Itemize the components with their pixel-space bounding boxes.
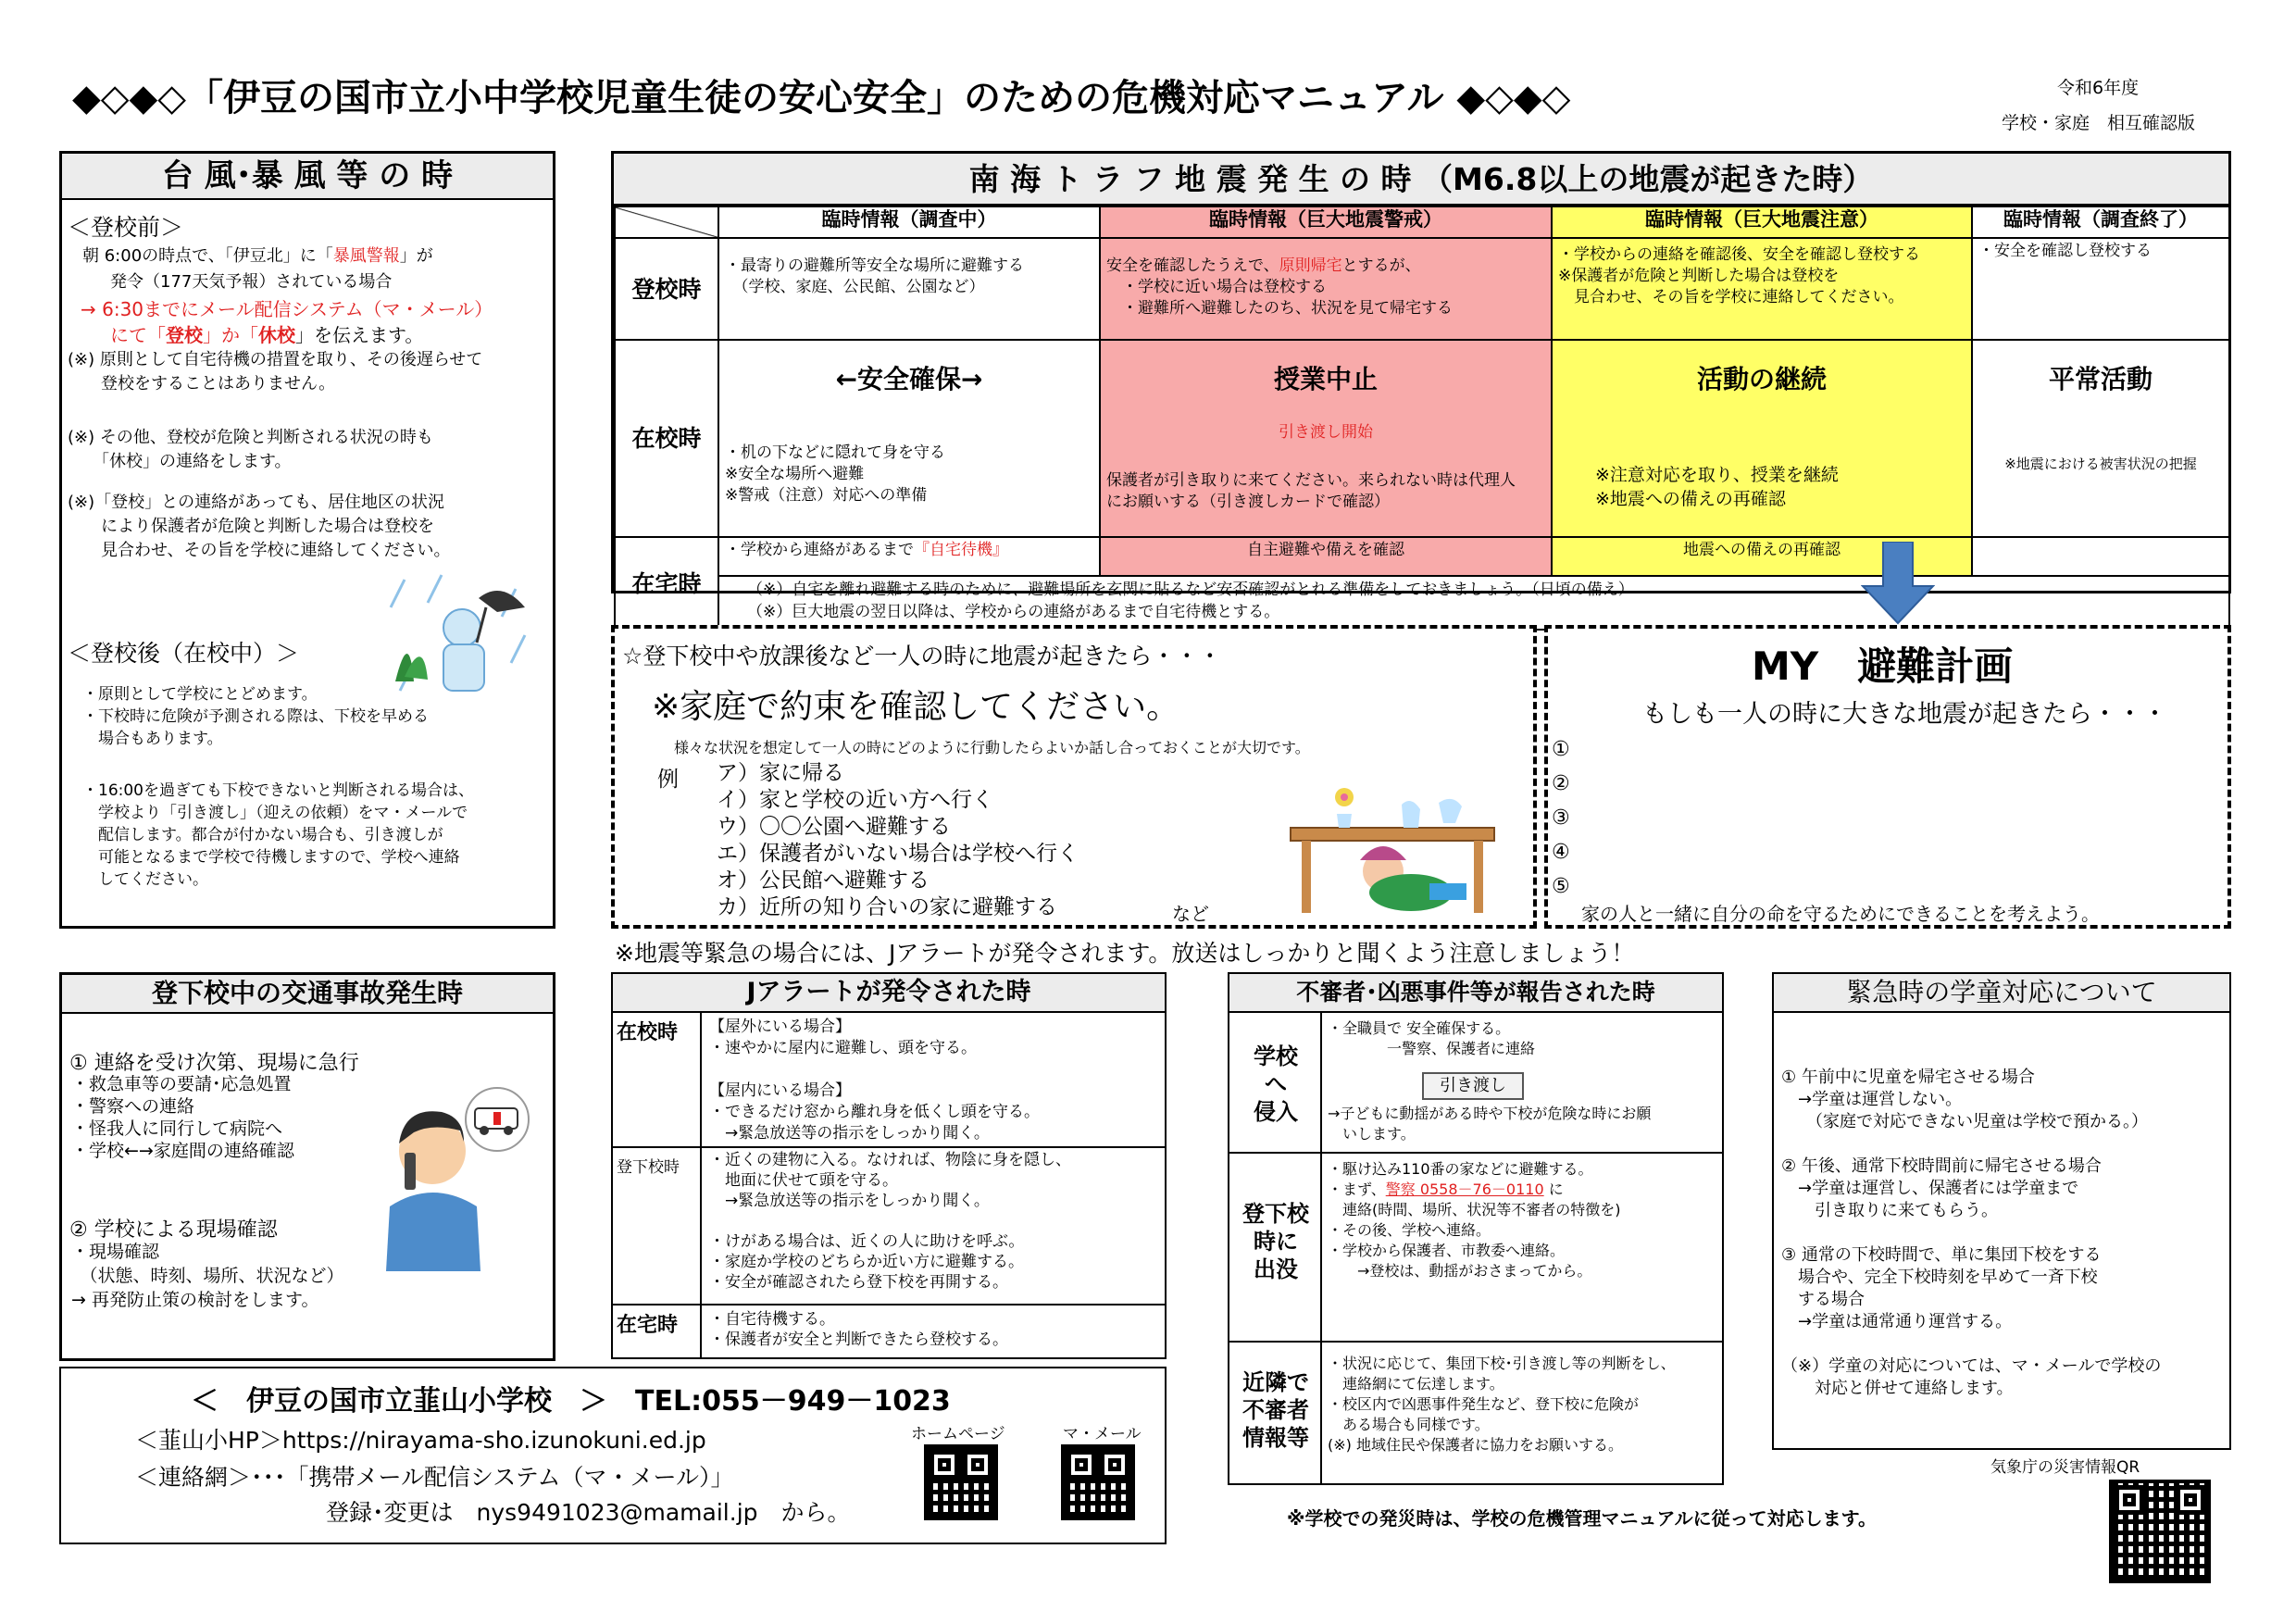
suspect-row-nearby: 近隣で 不審者 情報等 bbox=[1242, 1369, 1309, 1451]
nado-label: など bbox=[1172, 903, 1209, 925]
plan-line-1: ① bbox=[1552, 738, 1570, 761]
plan-line-4: ④ bbox=[1552, 841, 1570, 864]
emergency-text: ① 午前中に児童を帰宅させる場合 →学童は運営しない。 （家庭で対応できない児童は学校で預かる。） ② 午後、通常下校時間前に帰宅させる場合 →学童は運営し、保護者には学童まで 引き取りに来てもらう。 ③ 通常の下校時間で、単に集団下校をする 場合や、完全下校時刻を早めて一斉下校 する場合 →学童は通常通り運営する。 （※）学童の対応については、マ・メールで学校の 対応と併せて連絡します。 bbox=[1781, 1068, 2162, 1398]
going-mega-warning: 安全を確認したうえで、原則帰宅とするが、 ・学校に近い場合は登校する ・避難所へ避難したのち、状況を見て帰宅する bbox=[1100, 238, 1552, 340]
suspect-panel bbox=[1228, 972, 1724, 1485]
under-desk-illustration bbox=[1281, 777, 1504, 916]
era-label: 令和6年度 bbox=[2057, 78, 2140, 98]
my-plan-lines bbox=[1552, 732, 1570, 904]
traffic-step-2: ② 学校による現場確認 bbox=[69, 1218, 278, 1242]
before-note-2: (※) その他、登校が危険と判断される状況の時も 「休校」の連絡をします。 bbox=[68, 428, 433, 471]
home-mega-warning: 自主避難や備えを確認 bbox=[1100, 537, 1552, 576]
jalert-row-commute: 登下校時 bbox=[617, 1158, 680, 1177]
jalert-title: Jアラートが発令された時 bbox=[613, 974, 1165, 1013]
jalert-row-school: 在校時 bbox=[617, 1021, 679, 1044]
before-line-1: 朝 6:00の時点で、「伊豆北」に「暴風警報」が bbox=[82, 246, 433, 266]
my-plan-title: MY 避難計画 bbox=[1752, 643, 2014, 689]
handover-button[interactable]: 引き渡し bbox=[1422, 1072, 1524, 1100]
list-item: ア）家に帰る bbox=[717, 761, 844, 785]
suspect-row-commute: 登下校 時に 出没 bbox=[1242, 1201, 1309, 1282]
before-note-3: (※)「登校」との連絡があっても、居住地区の状況 により保護者が危険と判断した場合は登校を 見合わせ、その旨を学校に連絡してください。 bbox=[68, 493, 451, 560]
before-note-1: (※) 原則として自宅待機の措置を取り、その後遅らせて 登校をすることはありません。 bbox=[68, 350, 483, 394]
my-plan-panel bbox=[1544, 625, 2231, 929]
home-note: （※）自宅を離れ避難する時のために、避難場所を玄関に貼るなど安否確認がとれる準備をしておきましょう。（日頃の備え） （※）巨大地震の翌日以降は、学校からの連絡があるまで自宅待機とする。 bbox=[718, 576, 2229, 630]
police-tel: 警察 0558－76－0110 bbox=[1385, 1181, 1544, 1198]
home-mega-caution: 地震への備えの再確認 bbox=[1552, 537, 1972, 576]
typhoon-title: 台 風･暴 風 等 の 時 bbox=[62, 154, 553, 200]
at-school-mega-warning: 授業中止 引き渡し開始 保護者が引き取りに来てください。来られない時は代理人 にお願いする（引き渡しカードで確認） bbox=[1100, 340, 1552, 537]
school-panel bbox=[59, 1367, 1167, 1544]
storm-warning: 暴風警報 bbox=[332, 246, 400, 266]
jalert-school-text: 【屋外にいる場合】 ・速やかに屋内に避難し、頭を守る。 【屋内にいる場合】 ・できるだけ窓から離れ身を低くし頭を守る。 →緊急放送等の指示をしっかり聞く。 bbox=[709, 1018, 1040, 1143]
alone-heading: ☆登下校中や放課後など一人の時に地震が起きたら・・・ bbox=[622, 643, 1222, 669]
version-label: 学校・家庭 相互確認版 bbox=[2002, 113, 2196, 133]
plan-line-2: ② bbox=[1552, 772, 1570, 795]
quake-title: 南 海 ト ラ フ 地 震 発 生 の 時 （M6.8以上の地震が起きた時） bbox=[614, 154, 2228, 206]
traffic-step-1: ① 連絡を受け次第、現場に急行 bbox=[69, 1052, 359, 1075]
home-ended bbox=[1972, 537, 2229, 576]
my-plan-sub: もしも一人の時に大きな地震が起きたら・・・ bbox=[1642, 700, 2167, 729]
school-name: ＜ 伊豆の国市立韮山小学校 ＞ TEL:055－949－1023 bbox=[191, 1385, 951, 1418]
jma-qr-icon[interactable] bbox=[2109, 1480, 2211, 1583]
mamail-qr-icon[interactable] bbox=[1061, 1444, 1135, 1520]
at-school-ended: 平常活動 ※地震における被害状況の把握 bbox=[1972, 340, 2229, 537]
jalert-note: ※地震等緊急の場合には、Jアラートが発令されます。放送はしっかりと聞くよう注意しましょう！ bbox=[615, 940, 1635, 967]
emergency-title: 緊急時の学童対応について bbox=[1774, 974, 2229, 1013]
qr-home-label: ホームページ bbox=[911, 1425, 1005, 1443]
list-item: オ）公民館へ避難する bbox=[717, 868, 930, 893]
col-mega-caution: 臨時情報（巨大地震注意） bbox=[1552, 206, 1972, 238]
plan-line-3: ③ bbox=[1552, 806, 1570, 830]
footer-note: ※学校での発災時は、学校の危機管理マニュアルに従って対応します。 bbox=[1287, 1507, 1878, 1530]
row-at-home: 在宅時 bbox=[615, 537, 718, 630]
example-label: 例 bbox=[657, 768, 679, 792]
list-item: イ）家と学校の近い方へ行く bbox=[717, 788, 993, 812]
my-plan-foot: 家の人と一緒に自分の命を守るためにできることを考えよう。 bbox=[1581, 903, 2100, 925]
school-reg: 登録･変更は nys9491023@mamail.jp から。 bbox=[326, 1499, 851, 1526]
homepage-qr-icon[interactable] bbox=[924, 1444, 998, 1520]
home-investigating: ・学校から連絡があるまで『自宅待機』 bbox=[718, 537, 1100, 576]
col-mega-warning: 臨時情報（巨大地震警戒） bbox=[1100, 206, 1552, 238]
suspect-intrusion-text-1: ・全職員で 安全確保する。 一警察、保護者に連絡 bbox=[1328, 1019, 1536, 1057]
suspect-intrusion-text-2: →子どもに動揺がある時や下校が危険な時にお願 いします。 bbox=[1328, 1105, 1652, 1143]
quake-table bbox=[614, 206, 2230, 631]
going-ended: ・安全を確認し登校する bbox=[1972, 238, 2229, 340]
after-text-1: ・原則として学校にとどめます。 ・下校時に危険が予測される際は、下校を早める 場合もあります。 bbox=[82, 685, 429, 748]
list-item: カ）近所の知り合いの家に避難する bbox=[717, 895, 1057, 919]
at-school-mega-caution: 活動の継続 ※注意対応を取り、授業を継続 ※地震への備えの再確認 bbox=[1552, 340, 1972, 537]
suspect-row-intrusion: 学校 へ 侵入 bbox=[1254, 1043, 1298, 1125]
school-net: ＜連絡網＞･･･「携帯メール配信システム（マ・メール）」 bbox=[135, 1464, 734, 1491]
qr-jma-label: 気象庁の災害情報QR bbox=[1990, 1458, 2140, 1477]
traffic-panel bbox=[59, 972, 555, 1361]
typhoon-panel bbox=[59, 151, 555, 929]
alone-plan-panel bbox=[611, 625, 1537, 929]
down-arrow-icon bbox=[1861, 542, 1935, 625]
row-going: 登校時 bbox=[615, 238, 718, 340]
plan-line-5: ⑤ bbox=[1552, 875, 1570, 898]
after-text-2: ・16:00を過ぎても下校できないと判断される場合は、 学校より「引き渡し」（迎えの依頼）をマ・メールで 配信します。都合が付かない場合も、引き渡しが 可能となるまで学校で待機しますので、学校へ連絡 してください。 bbox=[82, 781, 474, 889]
quake-panel bbox=[611, 151, 2231, 621]
jalert-row-home: 在宅時 bbox=[617, 1314, 679, 1337]
alone-sub: 様々な状況を想定して一人の時にどのように行動したらよいか話し合っておくことが大切です。 bbox=[674, 739, 1310, 756]
col-investigating: 臨時情報（調査中） bbox=[718, 206, 1100, 238]
going-mega-caution: ・学校からの連絡を確認後、安全を確認し登校する ※保護者が危険と判断した場合は登校を 見合わせ、その旨を学校に連絡してください。 bbox=[1552, 238, 1972, 340]
before-line-2: 発令（177天気予報）されている場合 bbox=[110, 272, 393, 292]
traffic-step-2-items: ・現場確認 （状態、時刻、場所、状況など） → 再発防止策の検討をします。 bbox=[71, 1242, 344, 1310]
phone-call-illustration bbox=[368, 1086, 534, 1271]
school-hp: ＜韮山小HP＞https://nirayama-sho.izunokuni.ed.jp bbox=[135, 1427, 706, 1454]
qr-mail-label: マ・メール bbox=[1063, 1425, 1142, 1443]
jalert-panel bbox=[611, 972, 1167, 1359]
at-school-investigating: ←安全確保→ ・机の下などに隠れて身を守る ※安全な場所へ避難 ※警戒（注意）対応への準備 bbox=[718, 340, 1100, 537]
list-item: エ）保護者がいない場合は学校へ行く bbox=[717, 842, 1079, 866]
before-line-4: にて「登校」か「休校」を伝えます。 bbox=[110, 324, 424, 346]
list-item: ウ）〇〇公園へ避難する bbox=[717, 815, 951, 839]
col-ended: 臨時情報（調査終了） bbox=[1972, 206, 2229, 238]
row-at-school: 在校時 bbox=[615, 340, 718, 537]
emergency-panel bbox=[1772, 972, 2231, 1450]
suspect-commute-text: ・駆け込み110番の家などに避難する。 ・まず、警察 0558－76－0110 に 連絡(時間、場所、状況等不審者の特徴を) ・その後、学校へ連絡。 ・学校から保護者、市教委へ連絡。 →登校は、動揺がおさまってから。 bbox=[1328, 1160, 1621, 1280]
jalert-commute-text: ・近くの建物に入る。なければ、物陰に身を隠し、 地面に伏せて頭を守る。 →緊急放送等の指示をしっかり聞く。 ・けがある場合は、近くの人に助けを呼ぶ。 ・家庭か学校のどちらか近い方に避難する。 ・安全が確認されたら登下校を再開する。 bbox=[709, 1151, 1071, 1292]
after-heading: ＜登校後（在校中）＞ bbox=[68, 640, 300, 667]
jalert-home-text: ・自宅待機する。 ・保護者が安全と判断できたら登校する。 bbox=[709, 1310, 1008, 1349]
page-title: ◆◇◆◇「伊豆の国市立小中学校児童生徒の安心安全」のための危機対応マニュアル ◆◇◆◇ bbox=[72, 77, 1571, 119]
going-investigating: ・最寄りの避難所等安全な場所に避難する （学校、家庭、公民館、公園など） bbox=[718, 238, 1100, 340]
example-list bbox=[717, 760, 1079, 921]
suspect-nearby-text: ・状況に応じて、集団下校･引き渡し等の判断をし、 連絡網にて伝達します。 ・校区内で凶悪事件発生など、登下校に危険が ある場合も同様です。 (※) 地域住民や保護者に協力をお願いする。 bbox=[1328, 1355, 1676, 1454]
alone-big: ※家庭で約束を確認してください。 bbox=[652, 688, 1180, 726]
traffic-title: 登下校中の交通事故発生時 bbox=[62, 975, 553, 1014]
before-line-3: → 6:30までにメール配信システム（マ・メール） bbox=[81, 298, 493, 320]
before-heading: ＜登校前＞ bbox=[68, 214, 184, 241]
suspect-title: 不審者･凶悪事件等が報告された時 bbox=[1229, 974, 1722, 1013]
traffic-step-1-items: ・救急車等の要請･応急処置 ・警察への連絡 ・怪我人に同行して病院へ ・学校←→家庭間の連絡確認 bbox=[71, 1074, 294, 1161]
storm-illustration bbox=[386, 570, 534, 700]
